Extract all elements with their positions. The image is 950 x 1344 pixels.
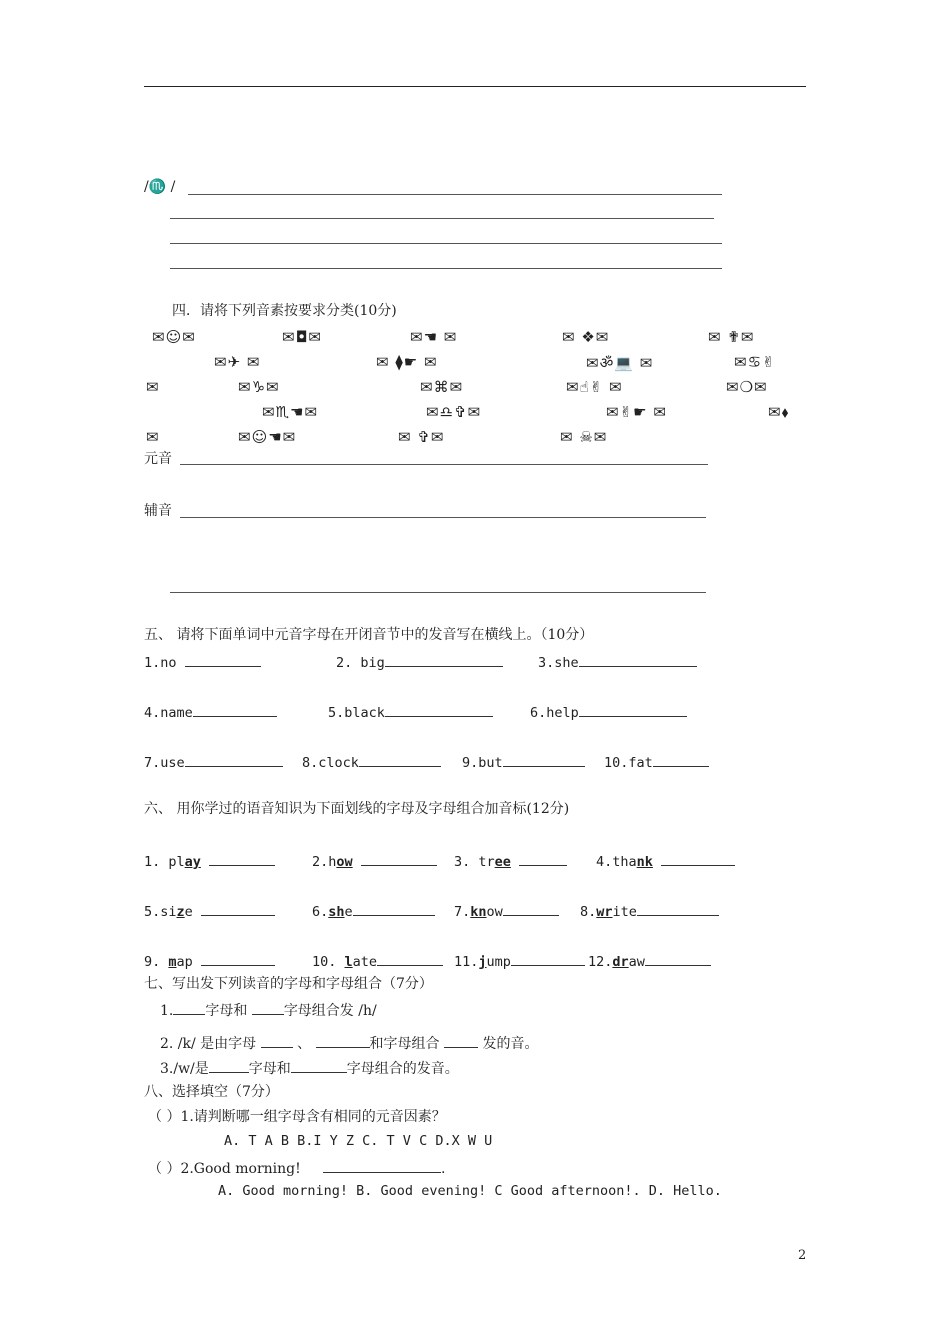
section-6-title: 六、 用你学过的语音知识为下面划线的字母及字母组合加音标(12分) [144, 801, 570, 817]
phonetic-item: 3. tree [454, 851, 567, 870]
phonetic-item: 11.jump [454, 951, 585, 970]
page-number: 2 [798, 1248, 807, 1263]
phoneme-symbol: ✉⌘✉ [420, 378, 464, 396]
vowel-answer-line[interactable] [180, 464, 708, 465]
phoneme-symbol: ✉◘✉ [282, 328, 323, 346]
phoneme-symbol: ✉☝✌ ✉ [566, 378, 623, 396]
phonetic-item: 9. map [144, 951, 275, 970]
phoneme-symbol: ✉♑✉ [238, 378, 280, 396]
phoneme-symbol: ✉⬧ [768, 403, 790, 421]
answer-line [170, 243, 722, 244]
phonetic-item: 5.size [144, 901, 275, 920]
phoneme-symbol: ✉ ✞✉ [398, 428, 445, 446]
answer-line [170, 218, 714, 219]
phoneme-symbol: ✉☺✉ [152, 328, 196, 346]
word-item: 10.fat [604, 752, 709, 771]
phoneme-symbol: ✉ ☠✉ [560, 428, 608, 446]
phoneme-symbol: ✉ ✟✉ [708, 328, 755, 346]
options-8-2: A. Good morning! B. Good evening! C Good afternoon!. D. Hello. [218, 1183, 722, 1199]
section-5-title: 五、 请将下面单词中元音字母在开闭音节中的发音写在横线上。（10分） [144, 627, 594, 643]
question-7-3: 3./w/是 字母和 字母组合的发音。 [160, 1058, 459, 1078]
phonetic-item: 1. play [144, 851, 275, 870]
section-7-title: 七、写出发下列读音的字母和字母组合（7分） [144, 976, 433, 992]
phoneme-label: /♏ / [144, 179, 176, 195]
question-7-1: 1. 字母和 字母组合发 /h/ [160, 1000, 377, 1020]
phoneme-symbol: ✉♋✌ [734, 353, 776, 371]
answer-line [188, 194, 722, 195]
phoneme-symbol: ✉ ❖✉ [562, 328, 610, 346]
section-8-title: 八、选择填空（7分） [144, 1084, 279, 1100]
word-item: 2. big [336, 652, 503, 671]
phoneme-symbol: ✉ ⧫☛ ✉ [376, 353, 438, 371]
header-rule [144, 86, 806, 87]
phoneme-symbol: ✉ॐ💻 ✉ [586, 354, 654, 372]
phonetic-item: 12.draw [588, 951, 711, 970]
question-7-2: 2. /k/ 是由字母 、 和字母组合 发的音。 [160, 1033, 538, 1053]
phoneme-symbol: ✉ [146, 378, 160, 396]
phonetic-item: 4.thank [596, 851, 735, 870]
consonant-label: 辅音 [144, 503, 172, 519]
phoneme-symbol: ✉✌☛ ✉ [606, 403, 667, 421]
phonetic-item: 2.how [312, 851, 437, 870]
word-item: 7.use [144, 752, 283, 771]
consonant-answer-line[interactable] [180, 517, 706, 518]
word-item: 6.help [530, 702, 687, 721]
question-8-2: （ ）2.Good morning! . [148, 1158, 445, 1178]
word-item: 9.but [462, 752, 585, 771]
phonetic-item: 6.she [312, 901, 435, 920]
answer-paren[interactable]: （ ） [148, 1109, 181, 1125]
phoneme-symbol: ✉✈ ✉ [214, 353, 261, 371]
word-item: 3.she [538, 652, 697, 671]
phoneme-symbol: ✉♎✞✉ [426, 403, 482, 421]
phoneme-symbol: ✉☚ ✉ [410, 328, 458, 346]
phoneme-symbol: ✉❍✉ [726, 378, 768, 396]
phoneme-symbol: ✉ [146, 428, 160, 446]
answer-line [170, 268, 722, 269]
section-4-title: 四．请将下列音素按要求分类(10分) [172, 303, 397, 319]
word-item: 4.name [144, 702, 277, 721]
word-item: 8.clock [302, 752, 441, 771]
answer-paren[interactable]: （ ） [148, 1161, 181, 1177]
question-8-1: （ ）1.请判断哪一组字母含有相同的元音因素？ [148, 1109, 446, 1125]
consonant-answer-line[interactable] [170, 592, 706, 593]
phonetic-item: 10. late [312, 951, 443, 970]
options-8-1: A. T A B B.I Y Z C. T V C D.X W U [224, 1133, 493, 1149]
vowel-label: 元音 [144, 451, 172, 467]
phoneme-symbol: ✉♏☚✉ [262, 403, 319, 421]
phonetic-item: 8.write [580, 901, 719, 920]
phonetic-item: 7.know [454, 901, 559, 920]
word-item: 1.no [144, 652, 261, 671]
phoneme-symbol: ✉☺☚✉ [238, 428, 297, 446]
word-item: 5.black [328, 702, 493, 721]
